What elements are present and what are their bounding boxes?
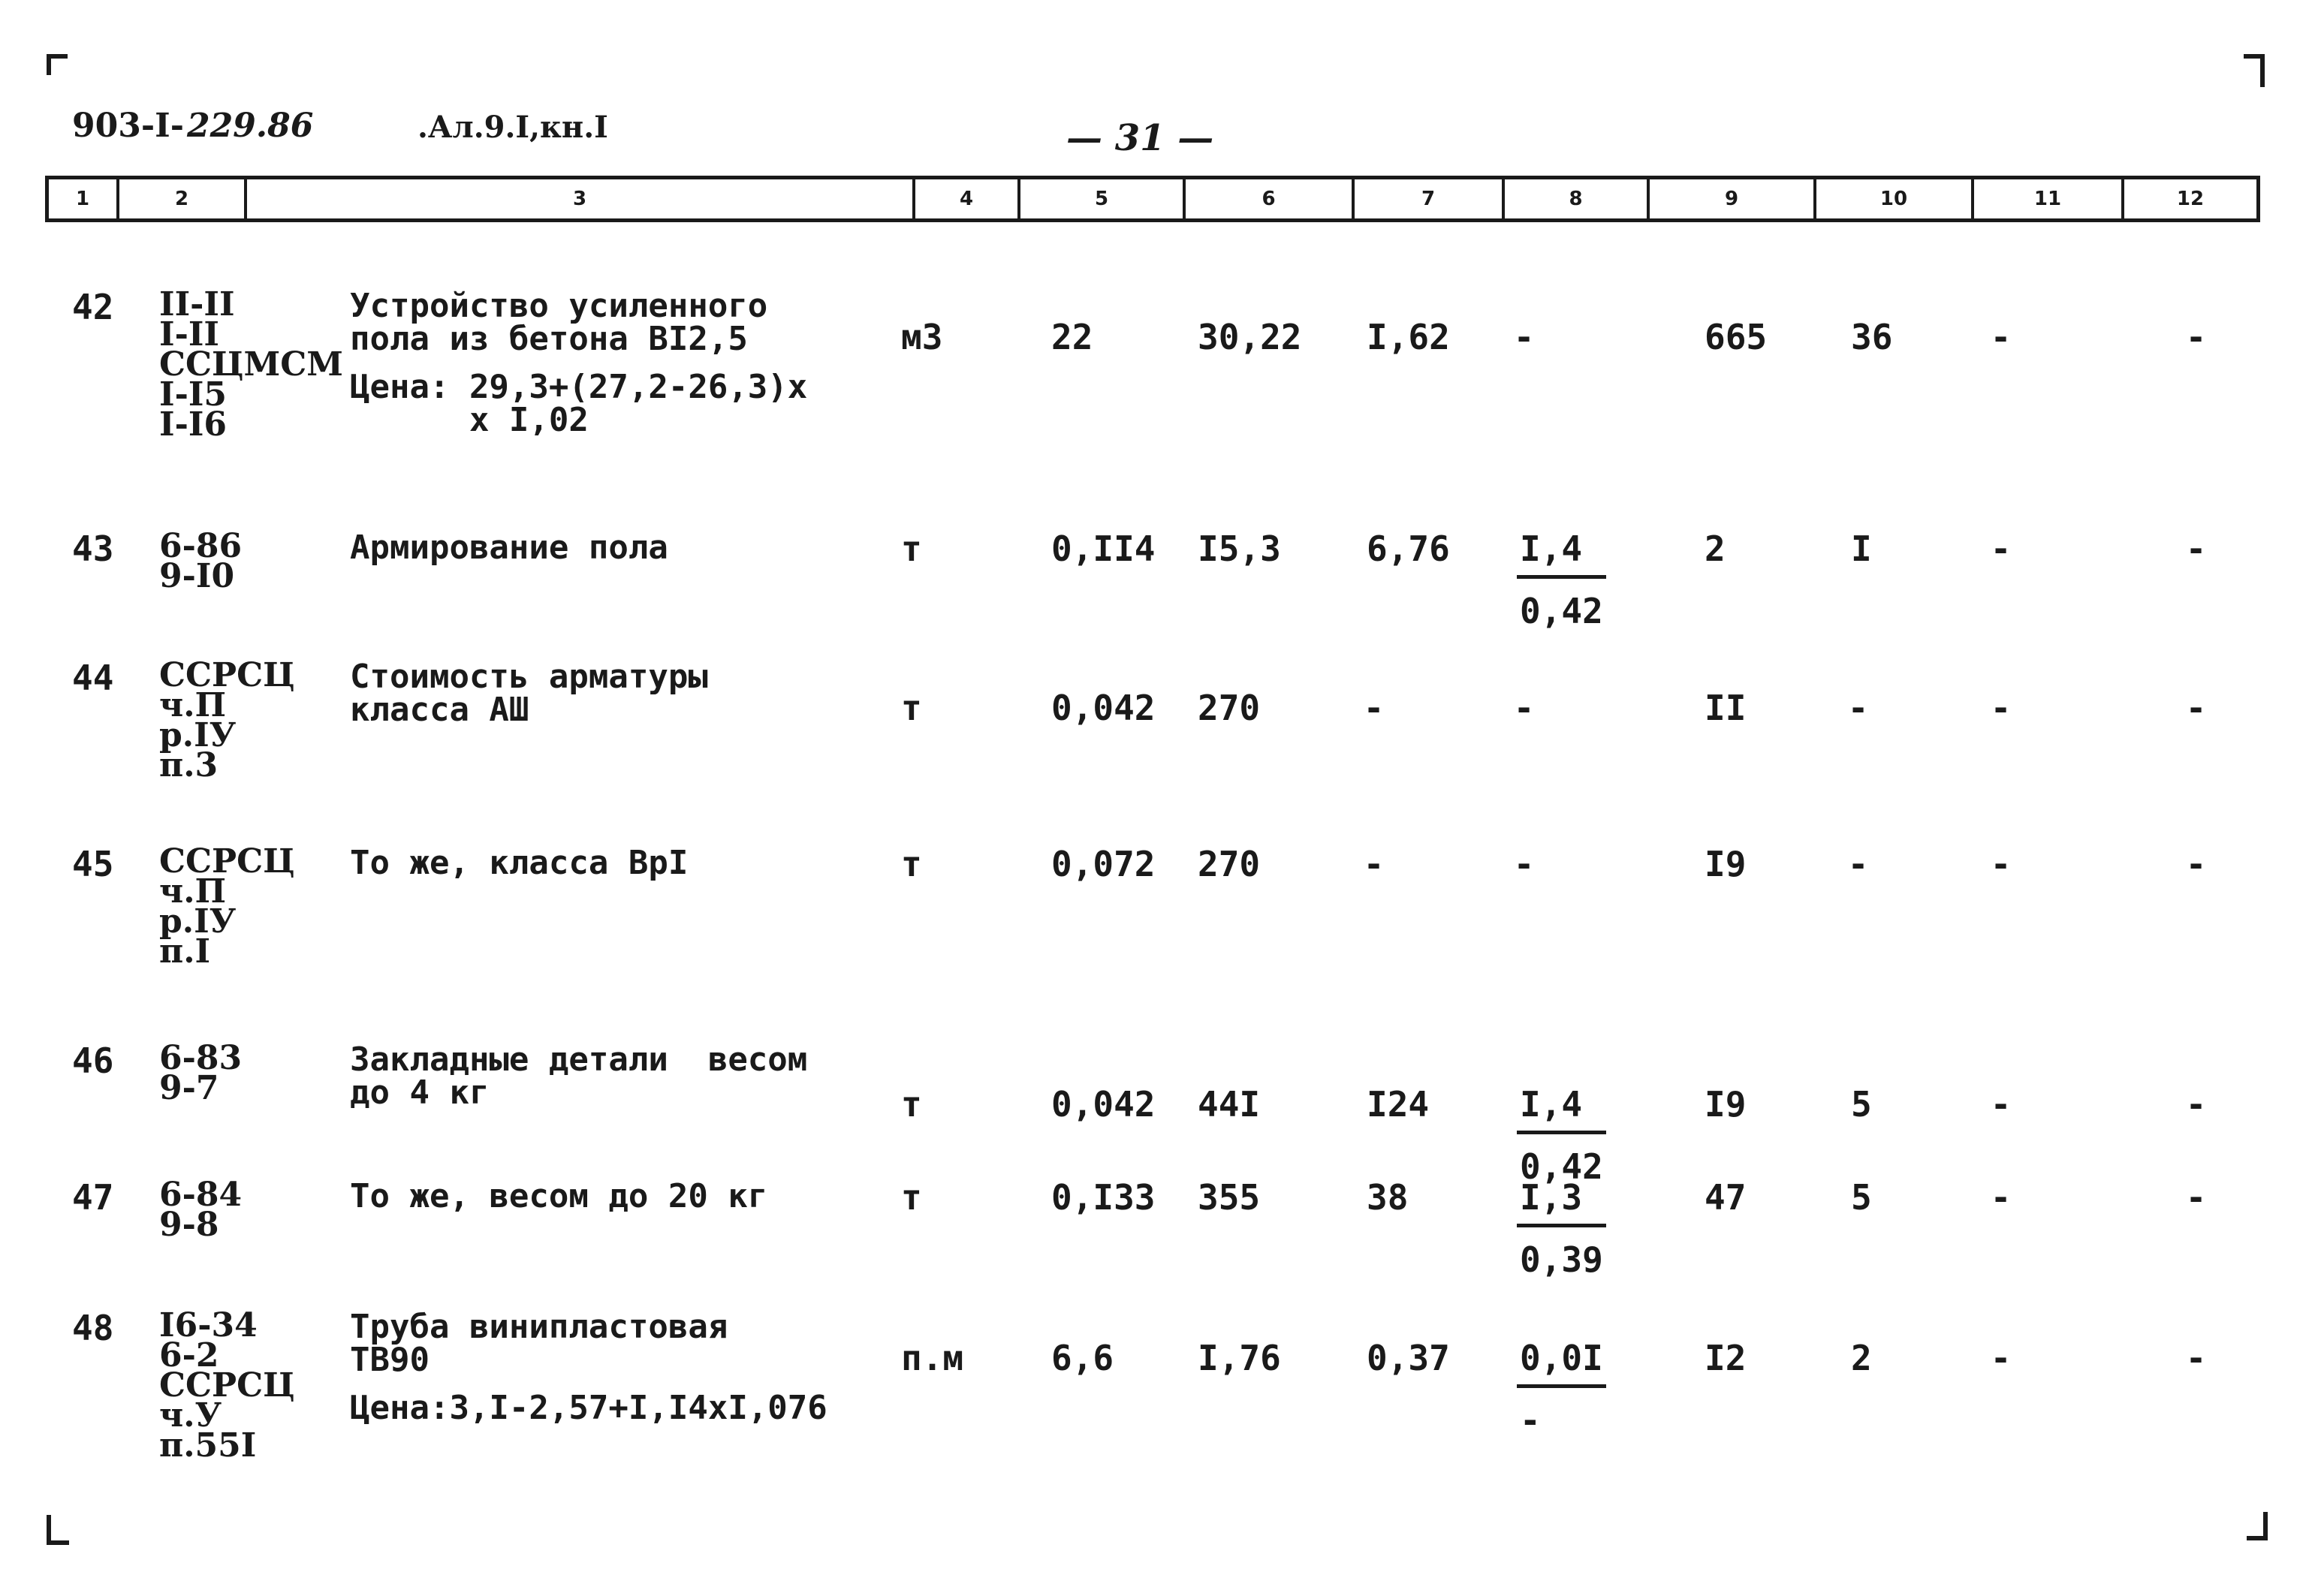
- column-8-fraction: [1517, 528, 1606, 631]
- column-8-value: -: [1517, 844, 1532, 884]
- column-8-denominator: 0,42: [1520, 1146, 1603, 1187]
- quantity: 0,072: [1051, 844, 1156, 884]
- norm-reference-line: II-II: [159, 285, 235, 324]
- work-description-line: Армирование пола: [350, 528, 668, 567]
- column-8-numerator: I,4: [1517, 531, 1606, 579]
- unit-price: 270: [1198, 688, 1261, 728]
- norm-reference-line: 6-86: [159, 527, 243, 565]
- norm-reference-line: 9-7: [159, 1069, 219, 1107]
- unit-price: I5,3: [1198, 528, 1281, 569]
- column-number-header: [45, 176, 2260, 222]
- unit-of-measure: т: [901, 844, 922, 884]
- unit-of-measure: т: [901, 688, 922, 728]
- column-12-value: -: [2189, 844, 2204, 884]
- column-number-4: 4: [912, 179, 1017, 218]
- work-description: [350, 1040, 808, 1112]
- column-7-value: I,62: [1367, 317, 1450, 357]
- column-number-11: 11: [1971, 179, 2121, 218]
- column-number-1: 1: [75, 188, 90, 210]
- column-11-value: -: [1994, 1084, 2009, 1125]
- album-reference: .Ал.9.I,кн.I: [417, 110, 608, 145]
- column-12-value: -: [2189, 1084, 2204, 1125]
- column-10-value: 5: [1851, 1084, 1872, 1125]
- unit-of-measure: м3: [901, 317, 943, 357]
- column-7-value: 6,76: [1367, 528, 1450, 569]
- column-8-numerator: I,3: [1517, 1180, 1606, 1227]
- norm-reference-line: I-I6: [159, 405, 228, 444]
- work-description: [350, 1308, 827, 1427]
- column-8-fraction: [1517, 1177, 1606, 1280]
- unit-of-measure: т: [901, 528, 922, 569]
- work-description-line: То же, класса ВрI: [350, 844, 689, 882]
- unit-of-measure: т: [901, 1177, 922, 1218]
- row-number: 42: [72, 287, 114, 327]
- work-description-line: до 4 кг: [350, 1074, 490, 1112]
- work-description-line: Закладные детали весом: [350, 1040, 808, 1079]
- norm-reference: [159, 842, 295, 971]
- column-11-value: -: [1994, 688, 2009, 728]
- column-12-value: -: [2189, 688, 2204, 728]
- work-description: [350, 528, 668, 567]
- column-11-value: -: [1994, 844, 2009, 884]
- norm-reference: [159, 656, 295, 784]
- column-7-value: 38: [1367, 1177, 1409, 1218]
- norm-reference-line: 6-2: [159, 1336, 219, 1375]
- norm-reference-line: I6-34: [159, 1306, 258, 1345]
- norm-reference-line: ч.У: [159, 1396, 222, 1435]
- document-code: [72, 107, 313, 145]
- work-description-line: То же, весом до 20 кг: [350, 1177, 768, 1215]
- column-12-value: -: [2189, 1177, 2204, 1218]
- quantity: 0,042: [1051, 688, 1156, 728]
- norm-reference-line: ССРСЦ: [159, 656, 295, 694]
- norm-reference-line: ч.П: [159, 872, 227, 911]
- work-description-line: Устройство усиленного: [350, 287, 768, 325]
- work-description-line: ТВ90: [350, 1341, 430, 1379]
- unit-of-measure: п.м: [901, 1338, 964, 1378]
- column-7-value: I24: [1367, 1084, 1430, 1125]
- column-number-5: 5: [1017, 179, 1183, 218]
- norm-reference-line: ССРСЦ: [159, 1366, 295, 1405]
- norm-reference-line: п.3: [159, 746, 219, 784]
- quantity: 0,042: [1051, 1084, 1156, 1125]
- work-description: [350, 844, 689, 882]
- norm-reference-line: ч.П: [159, 686, 227, 724]
- row-number: 44: [72, 658, 114, 698]
- quantity: 0,II4: [1051, 528, 1156, 569]
- row-number: 45: [72, 844, 114, 884]
- norm-reference: [159, 1176, 243, 1244]
- column-11-value: -: [1994, 1338, 2009, 1378]
- column-10-value: -: [1851, 688, 1866, 728]
- column-10-value: I: [1851, 528, 1872, 569]
- column-8-denominator: 0,42: [1520, 591, 1603, 631]
- column-7-value: -: [1367, 844, 1382, 884]
- column-number-3: 3: [244, 179, 912, 218]
- norm-reference: [159, 1306, 295, 1465]
- quantity: 6,6: [1051, 1338, 1114, 1378]
- unit-price: 355: [1198, 1177, 1261, 1218]
- column-12-value: -: [2189, 317, 2204, 357]
- crop-mark-top-right: [2244, 54, 2265, 87]
- column-11-value: -: [1994, 317, 2009, 357]
- column-8-value: -: [1517, 688, 1532, 728]
- norm-reference-line: 6-84: [159, 1176, 243, 1214]
- work-description-line: Труба винипластовая: [350, 1308, 728, 1346]
- column-9-value: I2: [1705, 1338, 1747, 1378]
- column-12-value: -: [2189, 1338, 2204, 1378]
- row-number: 46: [72, 1040, 114, 1081]
- column-9-value: 47: [1705, 1177, 1747, 1218]
- column-9-value: II: [1705, 688, 1747, 728]
- crop-mark-bottom-right: [2247, 1512, 2268, 1540]
- column-11-value: -: [1994, 1177, 2009, 1218]
- unit-of-measure: т: [901, 1084, 922, 1125]
- crop-mark-bottom-left: [47, 1515, 69, 1545]
- document-code-prefix: 903-I-: [72, 107, 184, 145]
- column-7-value: 0,37: [1367, 1338, 1450, 1378]
- column-7-value: -: [1367, 688, 1382, 728]
- column-number-2: 2: [116, 179, 244, 218]
- row-number: 47: [72, 1177, 114, 1218]
- price-note-line: Цена:3,I-2,57+I,I4хI,076: [350, 1389, 827, 1427]
- work-description: [350, 287, 808, 439]
- price-note-line: Цена: 29,3+(27,2-26,3)х: [350, 368, 808, 406]
- column-number-9: 9: [1647, 179, 1813, 218]
- quantity: 22: [1051, 317, 1093, 357]
- column-9-value: I9: [1705, 1084, 1747, 1125]
- page-number: — 31 —: [1066, 117, 1214, 159]
- column-8-fraction: [1517, 1084, 1606, 1187]
- norm-reference-line: р.IУ: [159, 902, 237, 941]
- column-8-numerator: I,4: [1517, 1087, 1606, 1134]
- column-9-value: 665: [1705, 317, 1768, 357]
- norm-reference-line: I-II: [159, 315, 220, 354]
- column-number-7: 7: [1352, 179, 1502, 218]
- column-8-value: -: [1517, 317, 1532, 357]
- norm-reference-line: 9-8: [159, 1206, 219, 1244]
- column-8-denominator: -: [1520, 1400, 1541, 1441]
- norm-reference-line: ССЦМСМ: [159, 345, 343, 384]
- norm-reference-line: 6-83: [159, 1039, 243, 1077]
- unit-price: I,76: [1198, 1338, 1281, 1378]
- column-11-value: -: [1994, 528, 2009, 569]
- norm-reference: [159, 285, 343, 444]
- column-10-value: 2: [1851, 1338, 1872, 1378]
- norm-reference: [159, 527, 243, 595]
- column-10-value: 5: [1851, 1177, 1872, 1218]
- column-10-value: -: [1851, 844, 1866, 884]
- document-code-handwritten: 229.86: [186, 107, 314, 145]
- norm-reference-line: I-I5: [159, 375, 228, 414]
- work-description: [350, 658, 708, 729]
- column-9-value: I9: [1705, 844, 1747, 884]
- column-number-8: 8: [1502, 179, 1647, 218]
- quantity: 0,I33: [1051, 1177, 1156, 1218]
- unit-price: 44I: [1198, 1084, 1261, 1125]
- column-number-10: 10: [1813, 179, 1971, 218]
- norm-reference-line: п.55I: [159, 1426, 257, 1465]
- norm-reference-line: р.IУ: [159, 716, 237, 754]
- column-number-6: 6: [1183, 179, 1352, 218]
- unit-price: 30,22: [1198, 317, 1302, 357]
- column-8-denominator: 0,39: [1520, 1239, 1603, 1280]
- norm-reference: [159, 1039, 243, 1107]
- unit-price: 270: [1198, 844, 1261, 884]
- norm-reference-line: 9-I0: [159, 557, 235, 595]
- column-12-value: -: [2189, 528, 2204, 569]
- price-note-line: х I,02: [350, 401, 589, 439]
- work-description: [350, 1177, 768, 1215]
- column-8-numerator: 0,0I: [1517, 1341, 1606, 1388]
- work-description-line: класса АШ: [350, 691, 529, 729]
- column-9-value: 2: [1705, 528, 1726, 569]
- row-number: 43: [72, 528, 114, 569]
- column-8-fraction: [1517, 1338, 1606, 1441]
- work-description-line: Стоимость арматуры: [350, 658, 708, 696]
- norm-reference-line: ССРСЦ: [159, 842, 295, 881]
- row-number: 48: [72, 1308, 114, 1348]
- crop-mark-top-left: [47, 54, 68, 75]
- column-10-value: 36: [1851, 317, 1893, 357]
- column-number-12: 12: [2121, 179, 2256, 218]
- norm-reference-line: п.I: [159, 932, 211, 971]
- work-description-line: пола из бетона ВI2,5: [350, 320, 748, 358]
